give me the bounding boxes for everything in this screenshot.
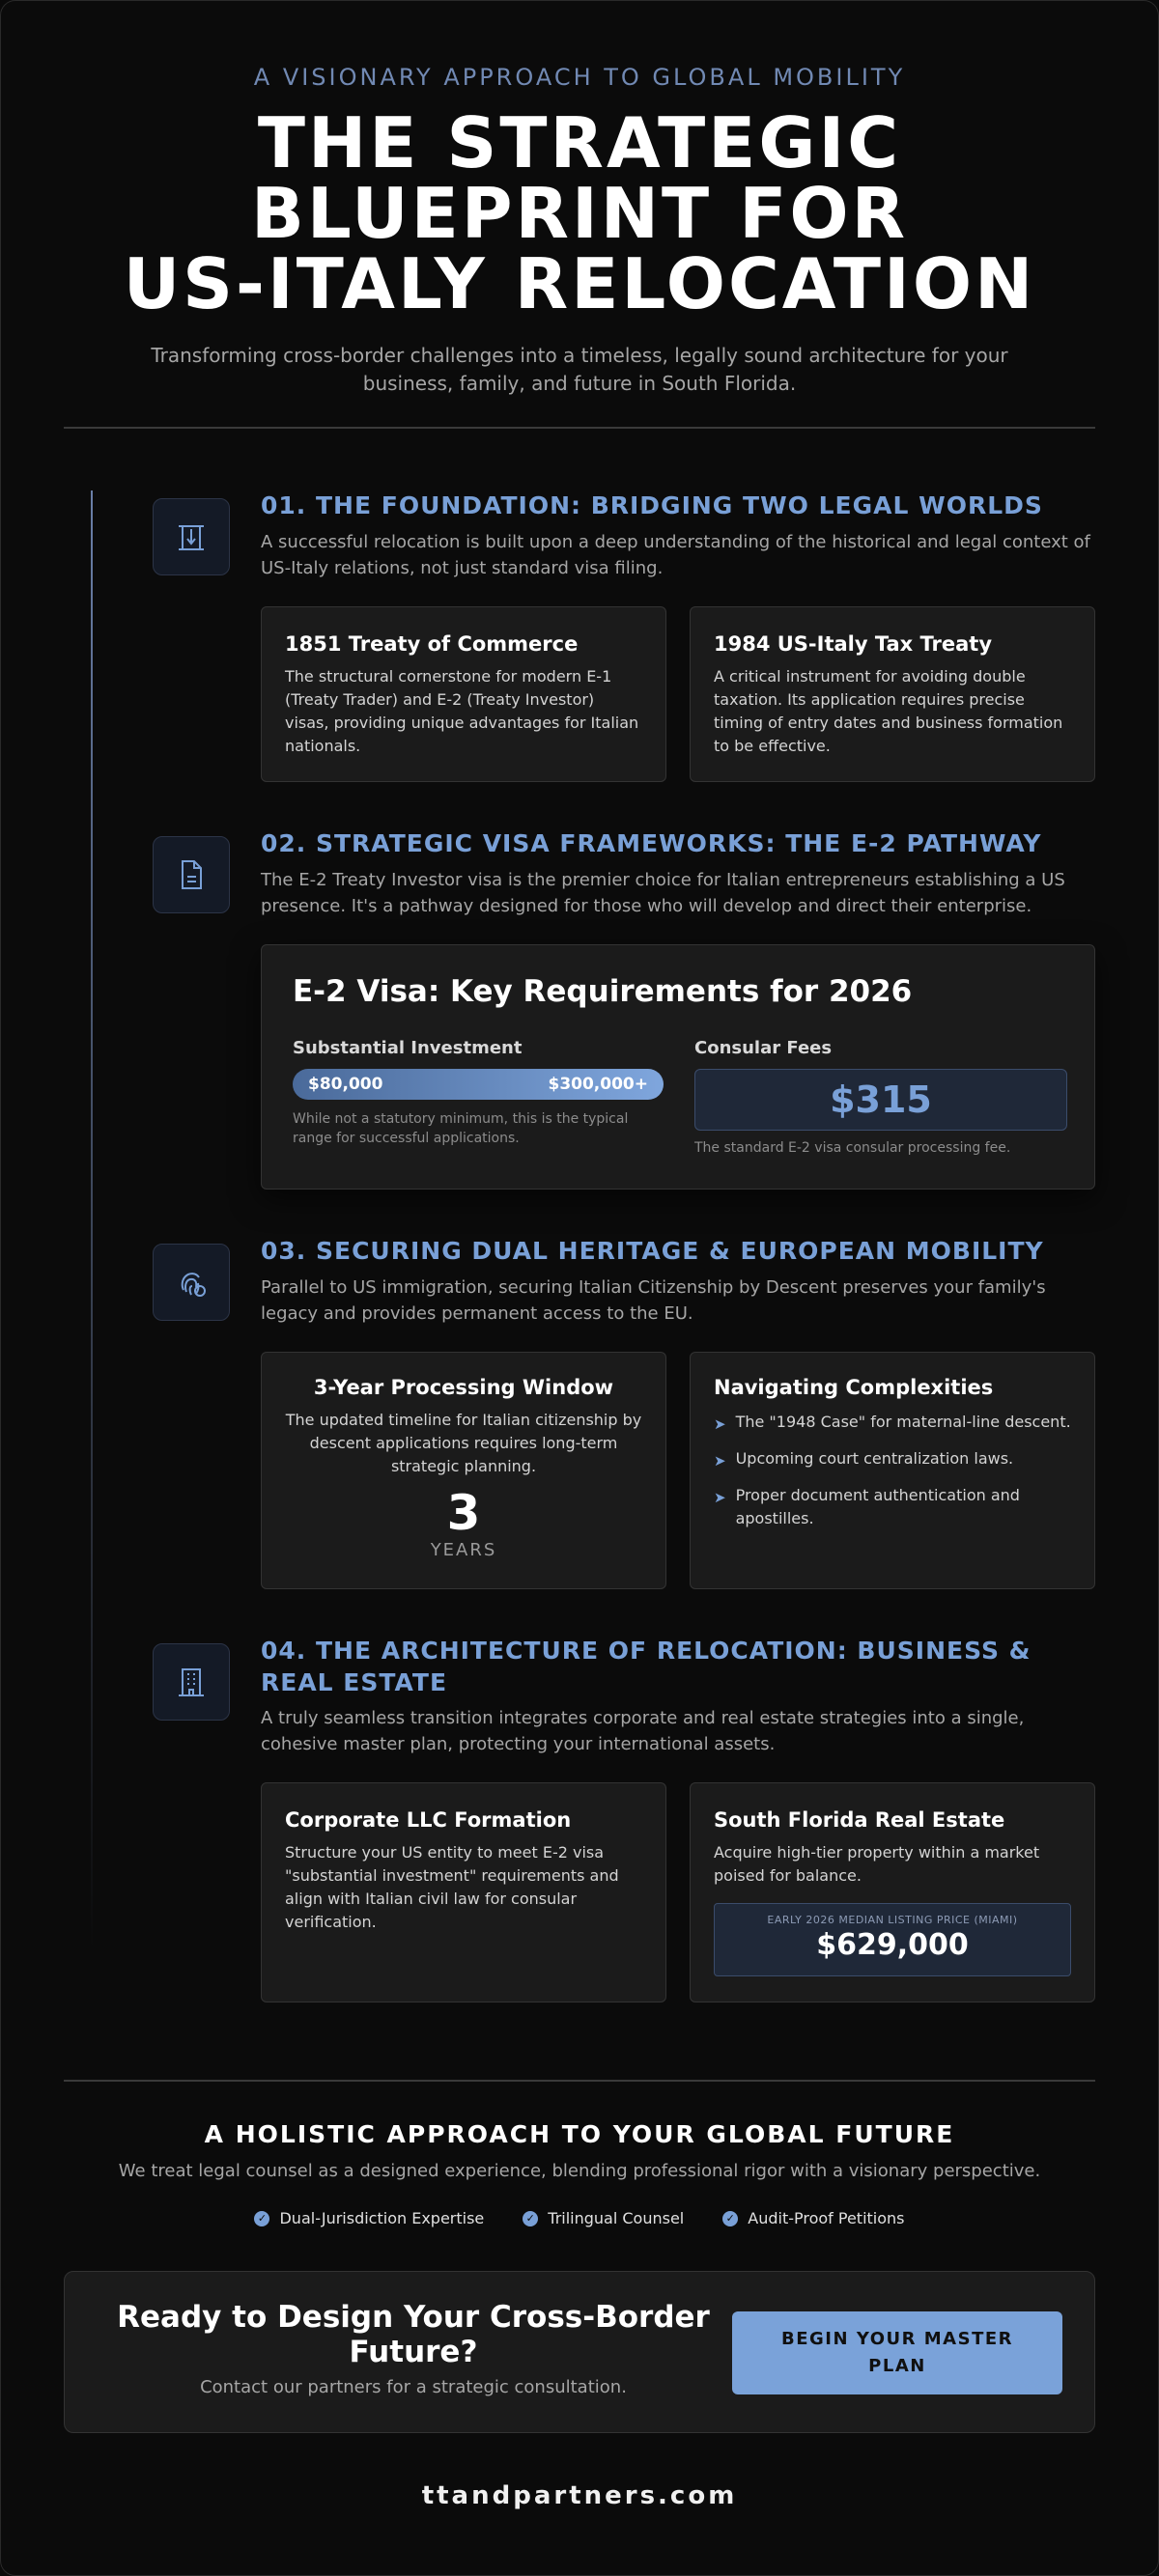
section-4-title: 04. THE ARCHITECTURE OF RELOCATION: BUSINESS & REAL ESTATE <box>261 1637 1032 1696</box>
card-title: Corporate LLC Formation <box>285 1808 572 1832</box>
list-item-text: The "1948 Case" for maternal-line descent. <box>735 1413 1071 1431</box>
median-price-box <box>714 1903 1071 1976</box>
section-3-title: 03. SECURING DUAL HERITAGE & EUROPEAN MOBILITY <box>261 1237 1044 1265</box>
list-item <box>714 1411 1071 1436</box>
card-title: South Florida Real Estate <box>714 1808 1005 1832</box>
section-1-desc: A successful relocation is built upon a deep understanding of the historical and legal context of US-Italy relations, not just standard visa filing. <box>261 532 1090 578</box>
title-line-1: THE STRATEGIC <box>257 102 902 183</box>
card-body: The updated timeline for Italian citizenship by descent applications requires long-term strategic planning. <box>285 1411 642 1475</box>
badge <box>254 2209 484 2227</box>
complexities-card <box>690 1352 1095 1589</box>
arrow-icon: ➤ <box>714 1489 726 1506</box>
card-title: 1851 Treaty of Commerce <box>285 632 579 656</box>
divider <box>64 427 1095 429</box>
section-3-desc: Parallel to US immigration, securing Italian Citizenship by Descent preserves your family's legacy and provides permanent access to the EU. <box>261 1277 1046 1324</box>
badge-label: Audit-Proof Petitions <box>748 2209 905 2227</box>
arrow-icon: ➤ <box>714 1415 726 1433</box>
card-body: Acquire high-tier property within a market poised for balance. <box>714 1843 1040 1885</box>
fingerprint-icon <box>153 1244 230 1321</box>
tax-treaty-card <box>690 606 1095 782</box>
badge-label: Trilingual Counsel <box>548 2209 685 2227</box>
holistic-title: A HOLISTIC APPROACH TO YOUR GLOBAL FUTURE <box>204 2120 955 2148</box>
badges-row <box>0 2209 1159 2227</box>
title-line-3: US-ITALY RELOCATION <box>123 243 1036 324</box>
section-4-desc: A truly seamless transition integrates corporate and real estate strategies into a single, cohesive master plan, protecting your international assets. <box>261 1708 1025 1754</box>
check-icon: ✓ <box>254 2211 269 2226</box>
fee-amount: $315 <box>694 1069 1067 1131</box>
section-2-desc: The E-2 Treaty Investor visa is the premier choice for Italian entrepreneurs establishing a US presence. It's a pathway designed for those who will develop and direct their enterprise. <box>261 870 1065 916</box>
fee-note: The standard E-2 visa consular processing fee. <box>694 1140 1011 1156</box>
years-number: 3 <box>446 1485 481 1541</box>
fees-label: Consular Fees <box>694 1038 833 1058</box>
treaty-commerce-card <box>261 606 666 782</box>
begin-master-plan-button[interactable]: BEGIN YOUR MASTER PLAN <box>732 2311 1062 2394</box>
holistic-desc: We treat legal counsel as a designed experience, blending professional rigor with a visionary perspective. <box>118 2161 1041 2181</box>
divider <box>64 2080 1095 2082</box>
badge <box>523 2209 684 2227</box>
complexities-list <box>714 1411 1071 1530</box>
card-title: Navigating Complexities <box>714 1376 994 1399</box>
cta-title: Ready to Design Your Cross-Border Future? <box>117 2300 710 2369</box>
llc-formation-card <box>261 1782 666 2002</box>
list-item-text: Proper document authentication and apostilles. <box>735 1486 1020 1527</box>
card-body: The structural cornerstone for modern E-1 (Treaty Trader) and E-2 (Treaty Investor) visas, providing unique advantages for Italian nationals. <box>285 667 639 755</box>
list-item <box>714 1447 1071 1472</box>
investment-note: While not a statutory minimum, this is the typical range for successful applications. <box>293 1111 629 1146</box>
price-label: EARLY 2026 MEDIAN LISTING PRICE (MIAMI) <box>767 1914 1018 1926</box>
section-2-title: 02. STRATEGIC VISA FRAMEWORKS: THE E-2 PATHWAY <box>261 829 1042 857</box>
e2-requirements-panel <box>261 944 1095 1190</box>
panel-title: E-2 Visa: Key Requirements for 2026 <box>293 974 913 1009</box>
card-title: 1984 US-Italy Tax Treaty <box>714 632 993 656</box>
list-item <box>714 1484 1071 1530</box>
investment-label: Substantial Investment <box>293 1038 523 1058</box>
badge <box>722 2209 904 2227</box>
columns-icon <box>153 498 230 575</box>
footer-domain-link[interactable]: ttandpartners.com <box>421 2481 738 2510</box>
processing-window-card <box>261 1352 666 1589</box>
building-icon <box>153 1643 230 1721</box>
page-title <box>0 102 1159 324</box>
card-title: 3-Year Processing Window <box>313 1376 614 1399</box>
check-icon: ✓ <box>722 2211 738 2226</box>
years-unit: YEARS <box>430 1540 497 1560</box>
check-icon: ✓ <box>523 2211 538 2226</box>
section-1-title: 01. THE FOUNDATION: BRIDGING TWO LEGAL WORLDS <box>261 491 1043 519</box>
range-high: $300,000+ <box>548 1075 648 1094</box>
range-low: $80,000 <box>308 1075 383 1094</box>
timeline-line <box>91 490 93 1948</box>
list-item-text: Upcoming court centralization laws. <box>735 1449 1014 1468</box>
price-value: $629,000 <box>816 1928 969 1962</box>
hero-eyebrow: A VISIONARY APPROACH TO GLOBAL MOBILITY <box>253 64 906 91</box>
title-line-2: BLUEPRINT FOR <box>250 173 909 254</box>
real-estate-card <box>690 1782 1095 2002</box>
cta-subtitle: Contact our partners for a strategic consultation. <box>200 2377 627 2397</box>
card-body: Structure your US entity to meet E-2 visa "substantial investment" requirements and align with Italian civil law for consular verification. <box>285 1843 619 1931</box>
hero-subtitle: Transforming cross-border challenges into a timeless, legally sound architecture for your business, family, and future in South Florida. <box>151 344 1008 395</box>
badge-label: Dual-Jurisdiction Expertise <box>279 2209 485 2227</box>
card-body: A critical instrument for avoiding double taxation. Its application requires precise timing of entry dates and business formation to be effective. <box>714 667 1063 755</box>
investment-range-bar <box>293 1069 664 1100</box>
document-icon <box>153 836 230 913</box>
arrow-icon: ➤ <box>714 1452 726 1470</box>
